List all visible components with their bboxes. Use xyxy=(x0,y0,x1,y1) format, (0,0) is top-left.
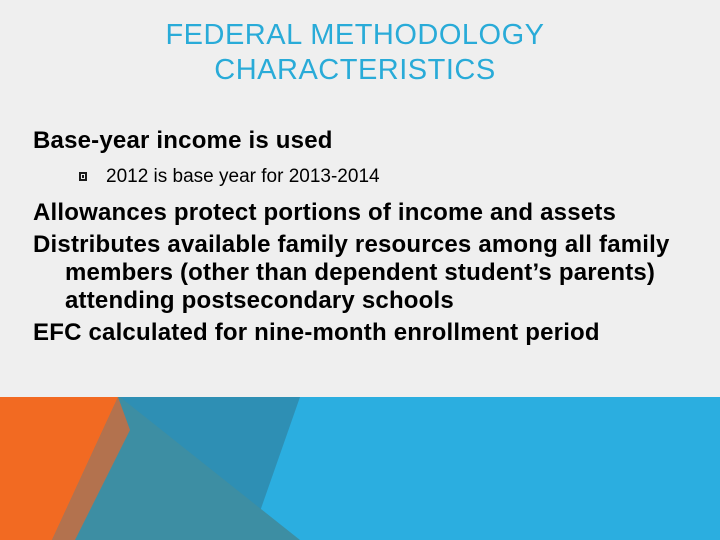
slide-title-line-2: CHARACTERISTICS xyxy=(214,54,496,86)
bullet-allowances: Allowances protect portions of income and assets xyxy=(33,199,617,226)
slide-body xyxy=(33,127,683,347)
slide-title-line-1: FEDERAL METHODOLOGY xyxy=(165,19,545,51)
bullet-efc-calculated: EFC calculated for nine-month enrollment period xyxy=(33,319,600,346)
bullet-base-year-income: Base-year income is used xyxy=(33,127,333,154)
sub-bullet-text: 2012 is base year for 2013-2014 xyxy=(106,166,380,187)
slide-title xyxy=(0,18,710,88)
sub-bullet-base-year xyxy=(33,165,683,189)
square-bullet-icon xyxy=(79,172,87,181)
bullet-distributes-resources: Distributes available family resources among all family members (other than dependent student’s parents) attending postsecondary schools xyxy=(33,231,670,314)
